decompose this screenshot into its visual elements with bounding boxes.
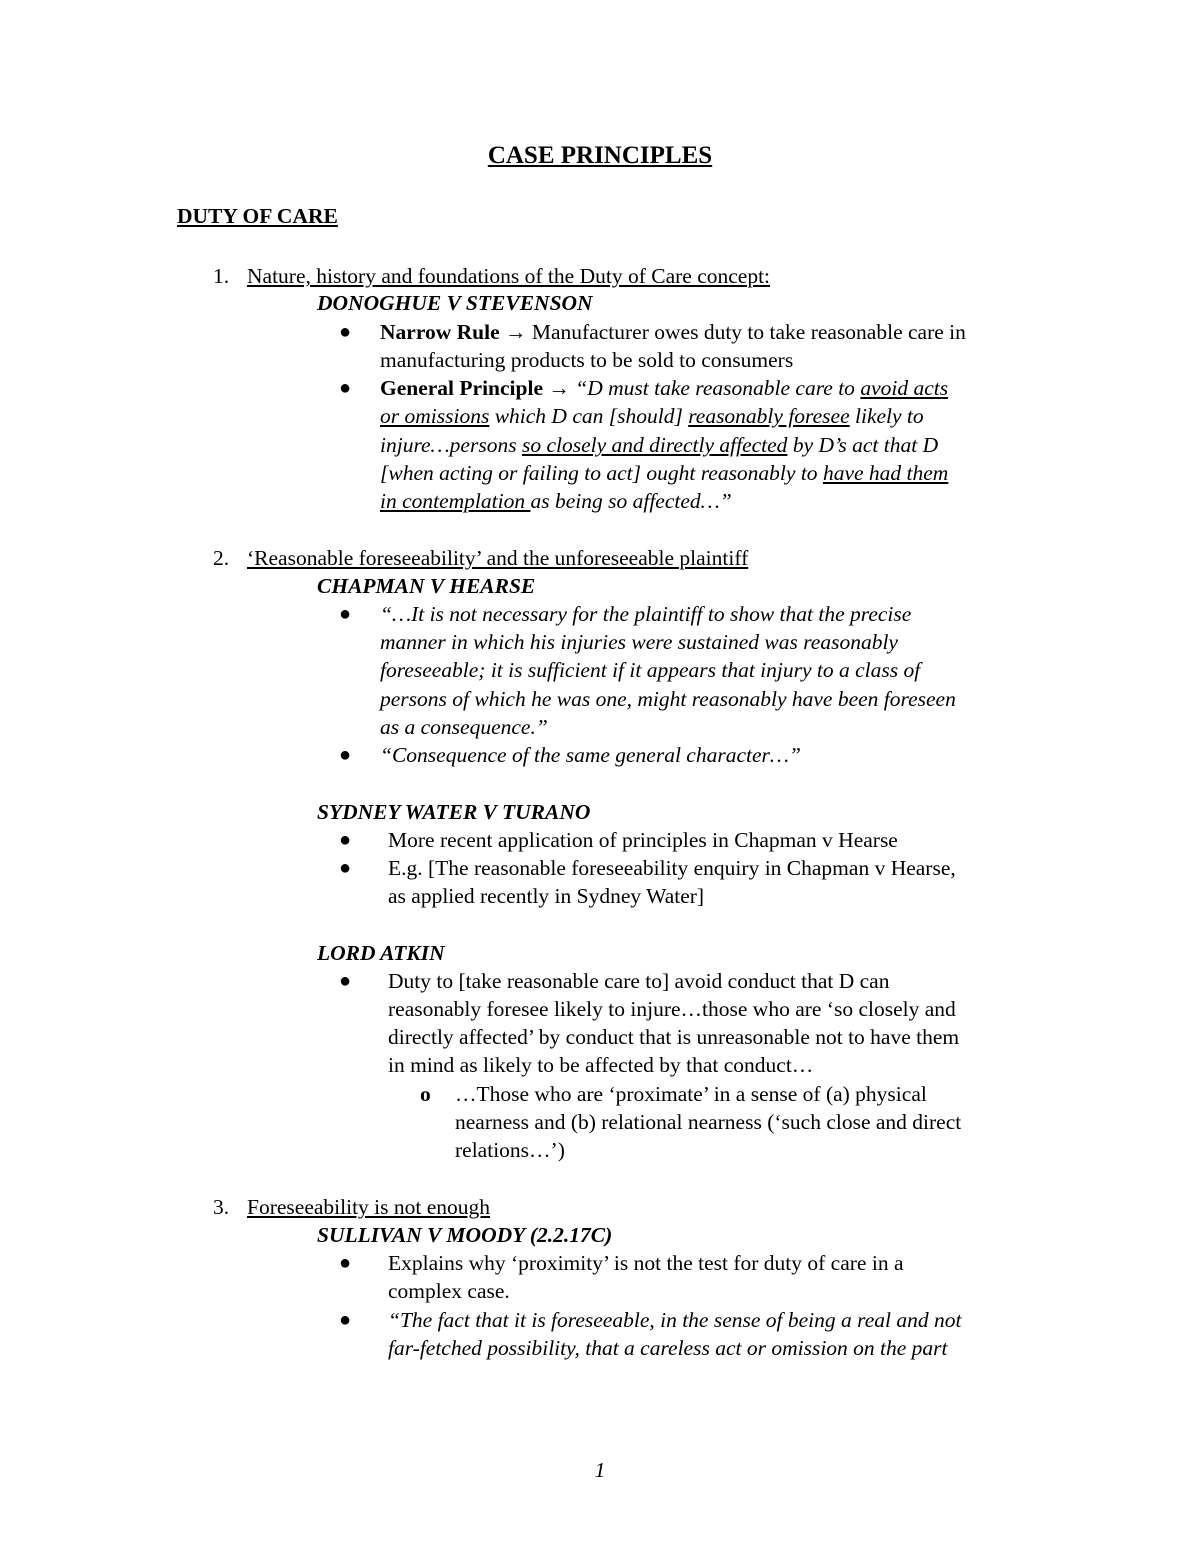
bullet-icon: ● [339,377,352,399]
bullet-icon: ● [339,603,352,625]
bullet-icon: ● [339,321,352,343]
case-name: SULLIVAN V MOODY (2.2.17C) [317,1223,613,1247]
quote-line: injure…persons so closely and directly affected by D’s act that D [380,433,939,457]
bullet-icon: ● [339,857,352,879]
list-item: Duty to [take reasonable care to] avoid conduct that D can [388,969,890,993]
list-item: Narrow Rule → Manufacturer owes duty to take reasonable care in [380,320,966,344]
bullet-icon: ● [339,970,352,992]
list-item-continued: reasonably foresee likely to injure…those who are ‘so closely and [388,997,956,1021]
sub-list-item: …Those who are ‘proximate’ in a sense of (a) physical [455,1082,927,1106]
list-item-continued: manufacturing products to be sold to consumers [380,348,794,372]
list-item-continued: directly affected’ by conduct that is unreasonable not to have them [388,1025,960,1049]
list-item-continued: in mind as likely to be affected by that conduct… [388,1053,814,1077]
bullet-icon: ● [339,1309,352,1331]
quote-line: or omissions which D can [should] reasonably foresee likely to [380,404,924,428]
item-number: 1. [213,264,230,288]
arrow-icon: → [548,376,570,400]
term-label: Narrow Rule [380,320,500,344]
sub-bullet-icon: o [420,1082,431,1106]
case-name: LORD ATKIN [317,941,445,965]
quote-line: manner in which his injuries were sustained was reasonably [380,630,898,654]
quote-line: in contemplation as being so affected…” [380,489,732,513]
item-number: 3. [213,1195,230,1219]
quote-line: foreseeable; it is sufficient if it appears that injury to a class of [380,658,921,682]
case-name: DONOGHUE V STEVENSON [317,291,593,315]
item-heading: Foreseeability is not enough [247,1195,491,1219]
quote-line: “The fact that it is foreseeable, in the sense of being a real and not [388,1308,962,1332]
case-name: CHAPMAN V HEARSE [317,574,536,598]
quote-line: [when acting or failing to act] ought reasonably to have had them [380,461,949,485]
case-name: SYDNEY WATER V TURANO [317,800,591,824]
quote-line: “…It is not necessary for the plaintiff to show that the precise [380,602,912,626]
page-title: CASE PRINCIPLES [487,142,713,169]
list-item: More recent application of principles in Chapman v Hearse [388,828,898,852]
page-number: 1 [594,1458,606,1482]
sub-list-item-continued: nearness and (b) relational nearness (‘such close and direct [455,1110,962,1134]
term-label: General Principle [380,376,544,400]
list-item: Explains why ‘proximity’ is not the test for duty of care in a [388,1251,904,1275]
list-item: General Principle → “D must take reasonable care to avoid acts [380,376,949,400]
arrow-icon: → [505,320,527,344]
list-item-continued: complex case. [388,1279,510,1303]
item-number: 2. [213,546,230,570]
bullet-icon: ● [339,829,352,851]
list-item-continued: as applied recently in Sydney Water] [388,884,705,908]
quote-line: far-fetched possibility, that a careless act or omission on the part [388,1336,948,1360]
section-heading: DUTY OF CARE [177,204,338,228]
quote-line: “Consequence of the same general character…” [380,743,801,767]
item-heading: ‘Reasonable foreseeability’ and the unforeseeable plaintiff [247,546,749,570]
bullet-icon: ● [339,1252,352,1274]
quote-line: as a consequence.” [380,715,548,739]
item-heading: Nature, history and foundations of the Duty of Care concept: [247,264,771,288]
sub-list-item-continued: relations…’) [455,1138,565,1162]
bullet-icon: ● [339,744,352,766]
list-item: E.g. [The reasonable foreseeability enquiry in Chapman v Hearse, [388,856,956,880]
quote-line: persons of which he was one, might reasonably have been foreseen [380,687,956,711]
